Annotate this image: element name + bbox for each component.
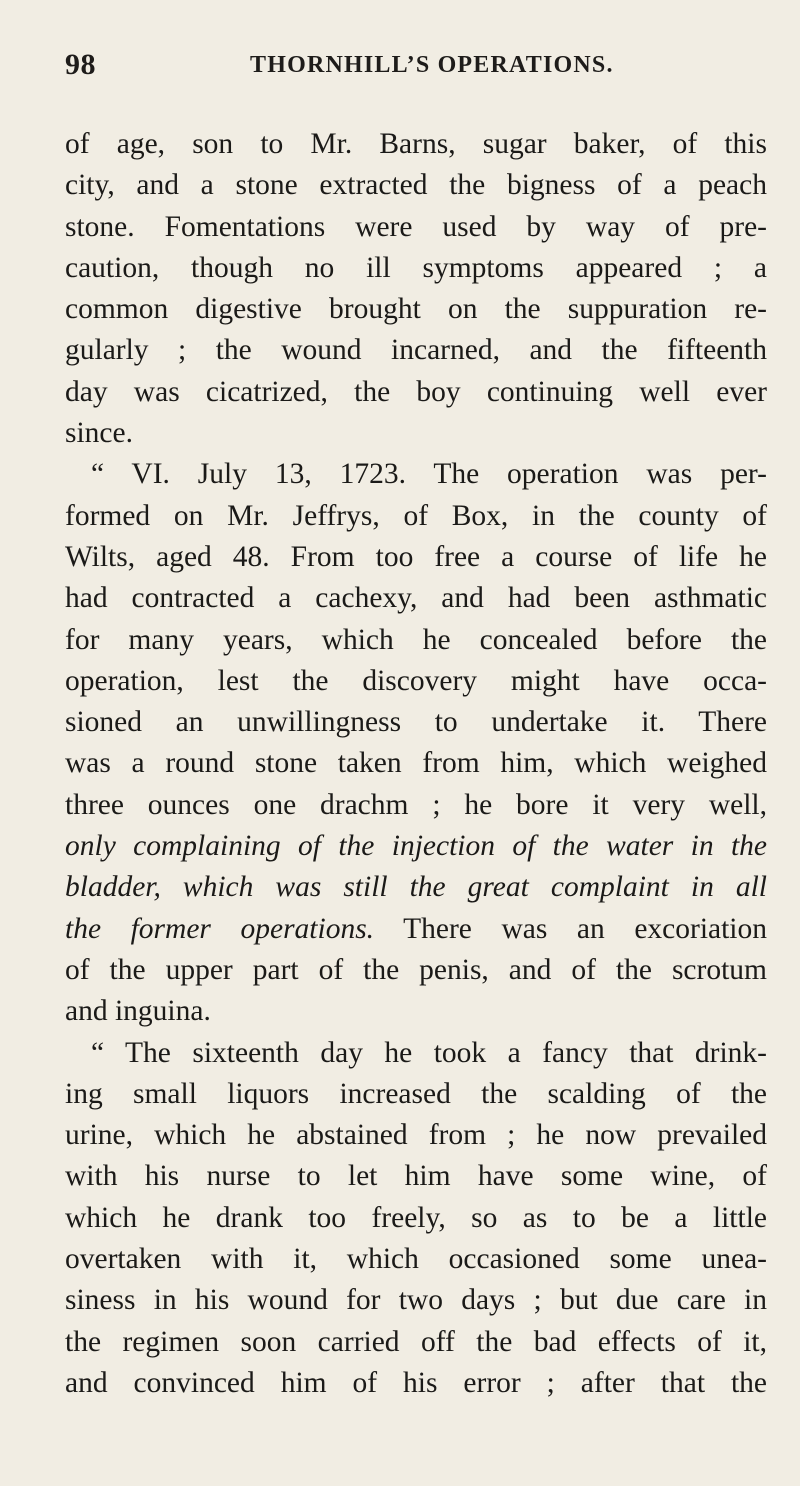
body-text (65, 124, 767, 1404)
text-line: day was cicatrized, the boy continuing well ever (65, 375, 767, 408)
text-line: urine, which he abstained from ; he now prevailed (65, 1119, 767, 1152)
page-number: 98 (65, 48, 96, 81)
text-line: Wilts, aged 48. From too free a course of life he (65, 540, 767, 573)
text-line: sioned an unwillingness to undertake it. There (65, 706, 767, 739)
text-line: was a round stone taken from him, which weighed (65, 747, 767, 780)
text-line: and inguina. (65, 995, 211, 1028)
text-line: of the upper part of the penis, and of the scrotum (65, 953, 767, 986)
running-head: THORNHILL’S OPERATIONS. (250, 52, 614, 78)
text-line: formed on Mr. Jeffrys, of Box, in the county of (65, 499, 767, 532)
text-line: which he drank too freely, so as to be a little (65, 1201, 767, 1234)
italic-phrase: the former operations. (65, 912, 375, 945)
text-line: with his nurse to let him have some wine, of (65, 1160, 767, 1193)
text-line: operation, lest the discovery might have occa- (65, 664, 767, 697)
text-line: overtaken with it, which occasioned some unea- (65, 1243, 767, 1276)
text-line: siness in his wound for two days ; but due care in (65, 1284, 767, 1317)
text-line: common digestive brought on the suppuration re- (65, 293, 767, 326)
text-line: ing small liquors increased the scalding of the (65, 1077, 767, 1110)
text-line: had contracted a cachexy, and had been asthmatic (65, 582, 767, 615)
paragraph-start-line: “ VI. July 13, 1723. The operation was per- (91, 458, 767, 491)
text-line: and convinced him of his error ; after that the (65, 1366, 767, 1399)
text-line: of age, son to Mr. Barns, sugar baker, of this (65, 128, 767, 160)
text-line: since. (65, 417, 133, 450)
text-line: the regimen soon carried off the bad effects of it, (65, 1325, 767, 1358)
page-header (65, 48, 767, 98)
mixed-text-line (65, 909, 767, 950)
roman-phrase: There was an excoriation (403, 912, 768, 945)
text-line: city, and a stone extracted the bigness of a peach (65, 169, 767, 202)
text-line: three ounces one drachm ; he bore it very well, (65, 788, 767, 821)
text-line: gularly ; the wound incarned, and the fifteenth (65, 334, 767, 367)
text-line: caution, though no ill symptoms appeared ; a (65, 251, 767, 284)
italic-text-line: bladder, which was still the great complaint in all (65, 871, 767, 904)
paragraph-start-line: “ The sixteenth day he took a fancy that drink- (91, 1036, 767, 1069)
text-line: stone. Fomentations were used by way of pre- (65, 210, 767, 243)
text-line: for many years, which he concealed before the (65, 623, 767, 656)
italic-text-line: only complaining of the injection of the water in the (65, 830, 767, 863)
